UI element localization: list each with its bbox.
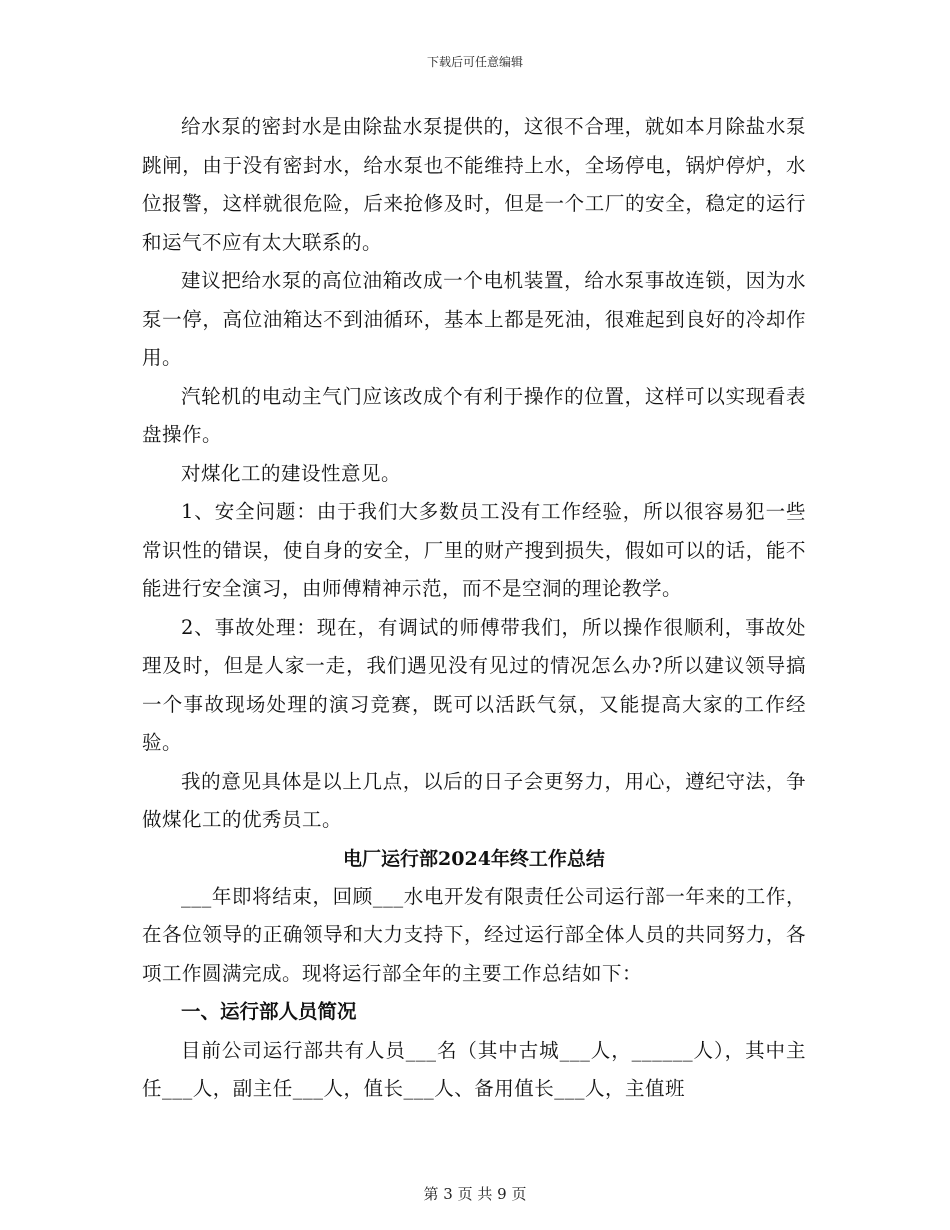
paragraph-main-steam-valve: 汽轮机的电动主气门应该改成个有利于操作的位置，这样可以实现看表盘操作。 (142, 384, 806, 446)
paragraph-feedwater-seal: 给水泵的密封水是由除盐水泵提供的，这很不合理，就如本月除盐水泵跳闸，由于没有密封水，给水泵也不能维持上水，全场停电，锅炉停炉，水位报警，这样就很危险，后来抢修及时，但是一个工厂的安全，稳定的运行和运气不应有太大联系的。 (142, 115, 806, 254)
document-title: 电厂运行部2024年终工作总结 (343, 847, 605, 870)
paragraph-coal-chemical-intro: 对煤化工的建设性意见。 (181, 461, 402, 485)
page-header: 下载后可任意编辑 (426, 55, 523, 69)
paragraph-intro: ___年即将结束，回顾___水电开发有限责任公司运行部一年来的工作，在各位领导的正确领导和大力支持下，经过运行部全体人员的共同努力，各项工作圆满完成。现将运行部全年的主要工作总结如下： (142, 884, 806, 985)
paragraph-oil-tank: 建议把给水泵的高位油箱改成一个电机装置，给水泵事故连锁，因为水泵一停，高位油箱达不到油循环，基本上都是死油，很难起到良好的冷却作用。 (142, 269, 806, 369)
paragraph-safety: 1、安全问题：由于我们大多数员工没有工作经验，所以很容易犯一些常识性的错误，使自身的安全，厂里的财产搜到损失，假如可以的话，能不能进行安全演习，由师傅精神示范，而不是空洞的理论教学。 (142, 500, 806, 600)
document-body (142, 108, 806, 1109)
paragraph-accident-handling: 2、事故处理：现在，有调试的师傅带我们，所以操作很顺利，事故处理及时，但是人家一走，我们遇见没有见过的情况怎么办?所以建议领导搞一个事故现场处理的演习竞赛，既可以活跃气氛，又能提高大家的工作经验。 (142, 615, 806, 754)
section-heading: 一、运行部人员简况 (181, 1000, 357, 1023)
paragraph-closing: 我的意见具体是以上几点，以后的日子会更努力，用心，遵纪守法，争做煤化工的优秀员工。 (142, 769, 806, 831)
paragraph-staff: 目前公司运行部共有人员___名（其中古城___人，______人），其中主任___人，副主任___人，值长___人、备用值长___人，主值班 (142, 1038, 806, 1100)
page-footer: 第 3 页 共 9 页 (423, 1185, 527, 1203)
